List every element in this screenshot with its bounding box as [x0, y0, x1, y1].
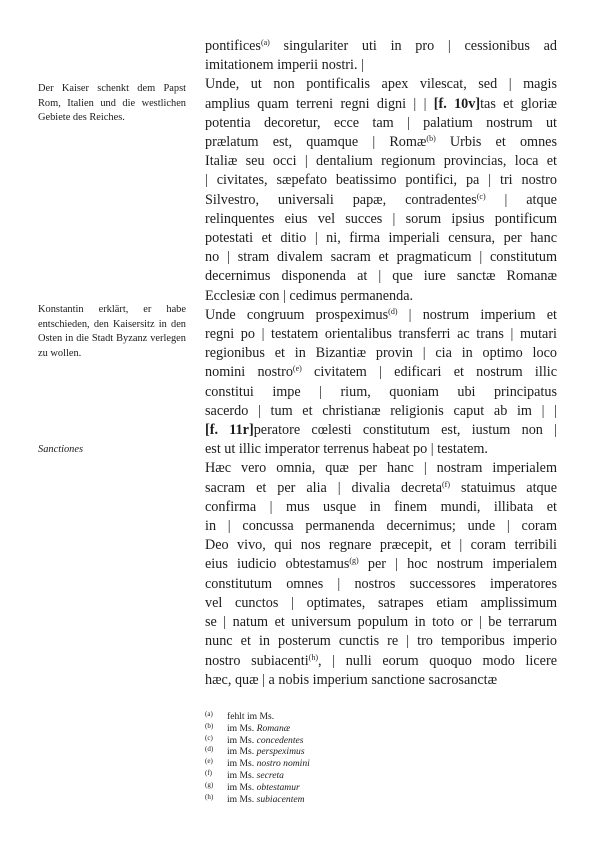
text-span: regionibus et in Bizantiæ provin | cia in optimo loco: [205, 345, 557, 362]
text-line: [205, 632, 557, 651]
text-line: [205, 498, 557, 517]
text-span: sacram et per alia | divalia decreta: [205, 479, 443, 496]
text-span: no | stram divalem sacram et pragmaticum | constitutum: [205, 249, 557, 266]
footnote-ref: (f): [442, 479, 451, 489]
footnote-word: perspeximus: [256, 746, 305, 758]
text-span: imitationem imperii nostri. |: [205, 57, 364, 74]
text-line: [205, 114, 557, 133]
footnote-text: im Ms.: [227, 758, 257, 770]
text-span: constitui impe | rium, quoniam ubi principatus: [205, 383, 557, 400]
footnote-text: im Ms.: [227, 769, 257, 781]
footnote-ref: (a): [260, 38, 270, 47]
footnote-mark: (h): [205, 792, 214, 801]
text-line: [205, 229, 557, 248]
footnote-ref: (g): [349, 556, 359, 566]
text-span: se | natum et universum populum in toto or | be terrarum: [205, 614, 557, 631]
text-span: confirma | mus usque in finem mundi, illibata et: [205, 498, 557, 515]
footnote: [205, 782, 465, 794]
text-span: constitutum omnes | nostros successores imperatores: [205, 575, 557, 592]
footnote-word: secreta: [256, 769, 284, 781]
text-span: regni po | testatem orientalibus transferri ac trans | mutari: [205, 326, 557, 343]
text-span: nunc et in posterum cunctis re | tro temporibus imperio: [205, 633, 557, 650]
text-span: eius iudicio obtestamus: [205, 556, 350, 573]
text-span: Urbis et omnes: [435, 134, 557, 151]
text-span: relinquentes eius vel succes | sorum ipsius pontificum: [205, 210, 557, 227]
text-span: | civitates, sæpefato beatissimo pontifici, pa | tri nostro: [205, 172, 557, 189]
text-span: sacerdo | tum et christianæ religionis caput ab im | |: [205, 402, 557, 419]
text-line: [205, 555, 557, 574]
text-line: [205, 171, 557, 190]
text-span: Silvestro, universali papæ, contradentes: [205, 191, 477, 208]
footnote-text: im Ms.: [227, 793, 257, 805]
text-line: [205, 248, 557, 267]
footnote: [205, 723, 465, 735]
footnote-mark: (c): [205, 733, 213, 742]
margin-note-sanctiones: Sanctiones: [38, 444, 84, 455]
text-line: [205, 325, 557, 344]
text-span: Ecclesiæ con | cedimus permanenda.: [205, 287, 414, 304]
text-span: prælatum est, quamque | Romæ: [205, 134, 427, 151]
text-line: [205, 517, 557, 536]
footnote: [205, 794, 465, 806]
footnote-text: fehlt im Ms.: [227, 711, 275, 722]
footnote-mark: (d): [205, 745, 214, 754]
footnotes: [205, 711, 465, 805]
text-line: [205, 344, 557, 363]
text-span: peratore cœlesti constitutum est, iustum non |: [253, 422, 557, 439]
text-line: [205, 383, 557, 402]
text-line: [205, 191, 557, 210]
footnote-word: concedentes: [256, 734, 304, 746]
text-line: [205, 152, 557, 171]
text-span: est ut illic imperator terrenus habeat po | testatem.: [205, 441, 488, 458]
text-span: , | nulli eorum quoquo modo licere: [317, 652, 557, 669]
text-span: Deo vivo, qui nos regnare præcepit, et | coram terribili: [205, 537, 557, 554]
footnote: [205, 746, 465, 758]
text-span: decernimus disponenda at | que iure sanctæ Romanæ: [205, 268, 557, 285]
text-span: | nostrum imperium et: [397, 306, 557, 323]
text-line: [205, 306, 557, 325]
footnote-mark: (f): [205, 768, 212, 777]
text-span: statuimus atque: [450, 479, 557, 496]
text-line: [205, 210, 557, 229]
text-span: Unde congruum prospeximus: [205, 306, 389, 323]
folio-marker: [f. 10v]: [433, 95, 481, 112]
main-text: [205, 37, 557, 690]
text-line: [205, 575, 557, 594]
text-line: [205, 459, 557, 478]
text-span: singulariter uti in pro | cessionibus ad: [269, 38, 557, 54]
footnote-text: im Ms.: [227, 734, 257, 746]
text-span: potestati et ditio | ni, firma imperiali censura, per hanc: [205, 230, 557, 247]
text-line: [205, 421, 557, 440]
text-line: [205, 440, 557, 459]
text-span: tas et gloriæ: [480, 95, 557, 112]
footnote-word: Romanæ: [256, 722, 291, 734]
footnote-text: im Ms.: [227, 722, 257, 734]
text-span: hæc, quæ | a nobis imperium sanctione sacrosanctæ: [205, 671, 498, 688]
footnote-text: im Ms.: [227, 781, 257, 793]
margin-note-byzantium: Konstantin erklärt, er habe entschieden, den Kaisersitz in den Osten in die Stadt Byzanz verlegen zu wollen.: [38, 304, 186, 359]
footnote-ref: (b): [426, 134, 436, 144]
margin-note-donation: Der Kaiser schenkt dem Papst Rom, Italien und die westlichen Gebiete des Reiches.: [38, 83, 186, 124]
footnote-word: nostro nomini: [256, 758, 310, 770]
footnote-ref: (c): [476, 191, 486, 201]
footnote-mark: (b): [205, 721, 214, 730]
footnote-mark: (a): [205, 710, 213, 718]
footnote: [205, 735, 465, 747]
text-span: pontifices: [205, 38, 261, 54]
text-span: in | concussa permanenda decernimus; unde | coram: [205, 518, 557, 535]
text-span: nostro subiacenti: [205, 652, 309, 669]
text-line: [205, 402, 557, 421]
text-span: Hæc vero omnia, quæ per hanc | nostram imperialem: [205, 460, 557, 477]
text-span: vel cunctos | optimates, satrapes etiam amplissimum: [205, 594, 557, 611]
text-line: [205, 267, 557, 286]
text-span: Italiæ seu occi | dentalium regionum provincias, loca et: [205, 153, 557, 170]
footnote: [205, 770, 465, 782]
text-span: civitatem | edificari et nostrum illic: [301, 364, 557, 381]
text-span: amplius quam terreni regni digni | |: [205, 95, 434, 112]
text-line: [205, 56, 557, 75]
text-span: Unde, ut non pontificalis apex vilescat, sed | magis: [205, 76, 557, 93]
footnote-mark: (g): [205, 780, 214, 789]
footnote-mark: (e): [205, 757, 213, 766]
text-line: [205, 37, 557, 56]
text-span: | atque: [485, 191, 557, 208]
text-span: potentia decoretur, ecce tam | palatium nostrum ut: [205, 114, 557, 131]
folio-marker: [f. 11r]: [205, 422, 254, 439]
footnote-text: im Ms.: [227, 746, 257, 758]
text-line: [205, 95, 557, 114]
text-line: [205, 287, 557, 306]
text-line: [205, 652, 557, 671]
footnote: [205, 711, 465, 723]
footnote-word: obtestamur: [256, 781, 300, 793]
text-line: [205, 363, 557, 382]
text-line: [205, 75, 557, 94]
text-line: [205, 133, 557, 152]
footnote-word: subiacentem: [256, 793, 305, 805]
footnote-ref: (h): [308, 652, 318, 662]
text-line: [205, 479, 557, 498]
footnote-ref: (d): [388, 306, 398, 316]
footnote-ref: (e): [292, 364, 302, 374]
text-span: nomini nostro: [205, 364, 293, 381]
text-line: [205, 671, 557, 690]
text-line: [205, 613, 557, 632]
text-line: [205, 594, 557, 613]
footnote: [205, 758, 465, 770]
text-span: per | hoc nostrum imperialem: [358, 556, 557, 573]
text-line: [205, 536, 557, 555]
